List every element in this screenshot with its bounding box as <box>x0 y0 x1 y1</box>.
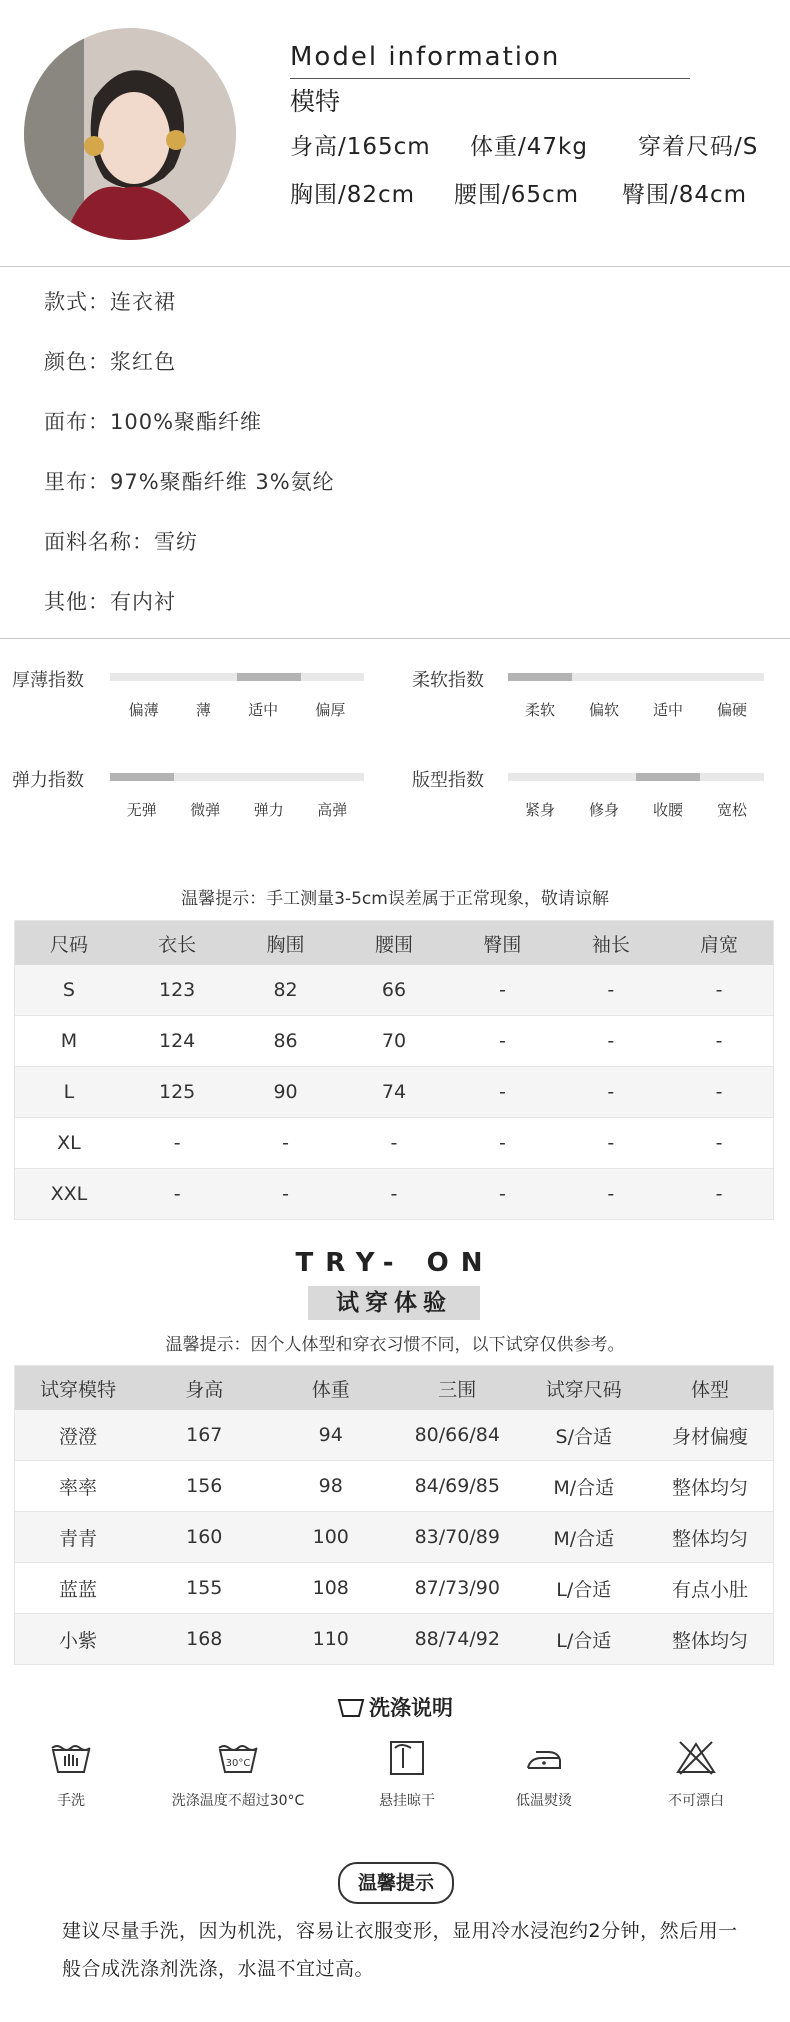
table-row: M 124 86 70 - - - <box>15 1016 774 1067</box>
table-row: XL - - - - - - <box>15 1118 774 1169</box>
iron-low-icon <box>522 1740 566 1776</box>
tryon-title-en: TRY- ON <box>295 1248 495 1278</box>
index-softness-ticks: 柔软 偏软 适中 偏硬 <box>524 701 747 719</box>
table-header-row: 尺码 衣长 胸围 腰围 臀围 袖长 肩宽 <box>15 921 774 966</box>
hang-dry-icon <box>385 1740 429 1776</box>
index-thickness-ticks: 偏薄 薄 适中 偏厚 <box>128 701 346 719</box>
model-info-title: Model information <box>290 42 561 72</box>
model-size: 穿着尺码/S <box>638 134 759 160</box>
index-softness-label: 柔软指数 <box>412 670 484 691</box>
index-thickness-bar <box>110 673 364 681</box>
table-row: L 125 90 74 - - - <box>15 1067 774 1118</box>
tip-text: 建议尽量手洗，因为机洗，容易让衣服变形，显用冷水浸泡约2分钟，然后用一般合成洗涤剂洗涤，水温不宜过高。 <box>62 1920 738 1980</box>
index-fit-label: 版型指数 <box>412 770 484 791</box>
attr-lining: 里布：97%聚酯纤维 3%氨纶 <box>44 470 335 494</box>
index-fit-ticks: 紧身 修身 收腰 宽松 <box>524 801 747 819</box>
table-row: S 123 82 66 - - - <box>15 965 774 1016</box>
attr-style: 款式：连衣裙 <box>44 290 176 314</box>
divider <box>290 78 690 79</box>
table-row: 率率 156 98 84/69/85 M/合适 整体均匀 <box>15 1461 774 1512</box>
index-elasticity-label: 弹力指数 <box>12 770 84 791</box>
table-row: 澄澄 167 94 80/66/84 S/合适 身材偏瘦 <box>15 1410 774 1461</box>
tryon-title-cn: 试穿体验 <box>308 1286 480 1320</box>
model-height: 身高/165cm <box>290 134 431 160</box>
divider <box>0 638 790 639</box>
size-note: 温馨提示：手工测量3-5cm误差属于正常现象，敬请谅解 <box>181 889 609 909</box>
model-hip: 臀围/84cm <box>622 182 748 208</box>
table-row: XXL - - - - - - <box>15 1169 774 1220</box>
model-weight: 体重/47kg <box>470 134 588 160</box>
index-softness-bar <box>508 673 764 681</box>
model-bust: 胸围/82cm <box>290 182 416 208</box>
table-row: 蓝蓝 155 108 87/73/90 L/合适 有点小肚 <box>15 1563 774 1614</box>
size-table <box>14 920 774 1220</box>
washing-title: 洗涤说明 <box>0 1692 790 1722</box>
index-fit-bar <box>508 773 764 781</box>
basin-icon <box>337 1696 365 1718</box>
table-row: 小紫 168 110 88/74/92 L/合适 整体均匀 <box>15 1614 774 1665</box>
hand-wash-icon <box>49 1740 93 1776</box>
no-bleach-icon <box>674 1740 718 1776</box>
divider <box>0 266 790 267</box>
attr-fabric: 面布：100%聚酯纤维 <box>44 410 263 434</box>
index-thickness-label: 厚薄指数 <box>12 670 84 691</box>
model-waist: 腰围/65cm <box>454 182 580 208</box>
attr-material-name: 面料名称：雪纺 <box>44 530 198 554</box>
wash-item-handwash: 手洗 <box>0 1740 146 1810</box>
wash-item-no-bleach: 不可漂白 <box>621 1740 771 1810</box>
svg-text:30°C: 30°C <box>225 1758 251 1769</box>
table-header-row: 试穿模特 身高 体重 三围 试穿尺码 体型 <box>15 1366 774 1411</box>
attr-other: 其他：有内衬 <box>44 590 176 614</box>
wash-item-iron: 低温熨烫 <box>469 1740 619 1810</box>
index-elasticity-ticks: 无弹 微弹 弹力 高弹 <box>126 801 348 819</box>
wash-item-hang-dry: 悬挂晾干 <box>332 1740 482 1810</box>
tryon-table <box>14 1365 774 1665</box>
wash-30-icon <box>216 1740 260 1776</box>
wash-item-30: 30°C 洗涤温度不超过30°C <box>163 1740 313 1810</box>
model-photo <box>24 28 236 240</box>
tryon-note: 温馨提示：因个人体型和穿衣习惯不同，以下试穿仅供参考。 <box>165 1335 625 1355</box>
table-row: 青青 160 100 83/70/89 M/合适 整体均匀 <box>15 1512 774 1563</box>
model-label: 模特 <box>290 87 341 116</box>
attr-color: 颜色：浆红色 <box>44 350 176 374</box>
tip-title: 温馨提示 <box>338 1862 454 1904</box>
index-elasticity-bar <box>110 773 364 781</box>
